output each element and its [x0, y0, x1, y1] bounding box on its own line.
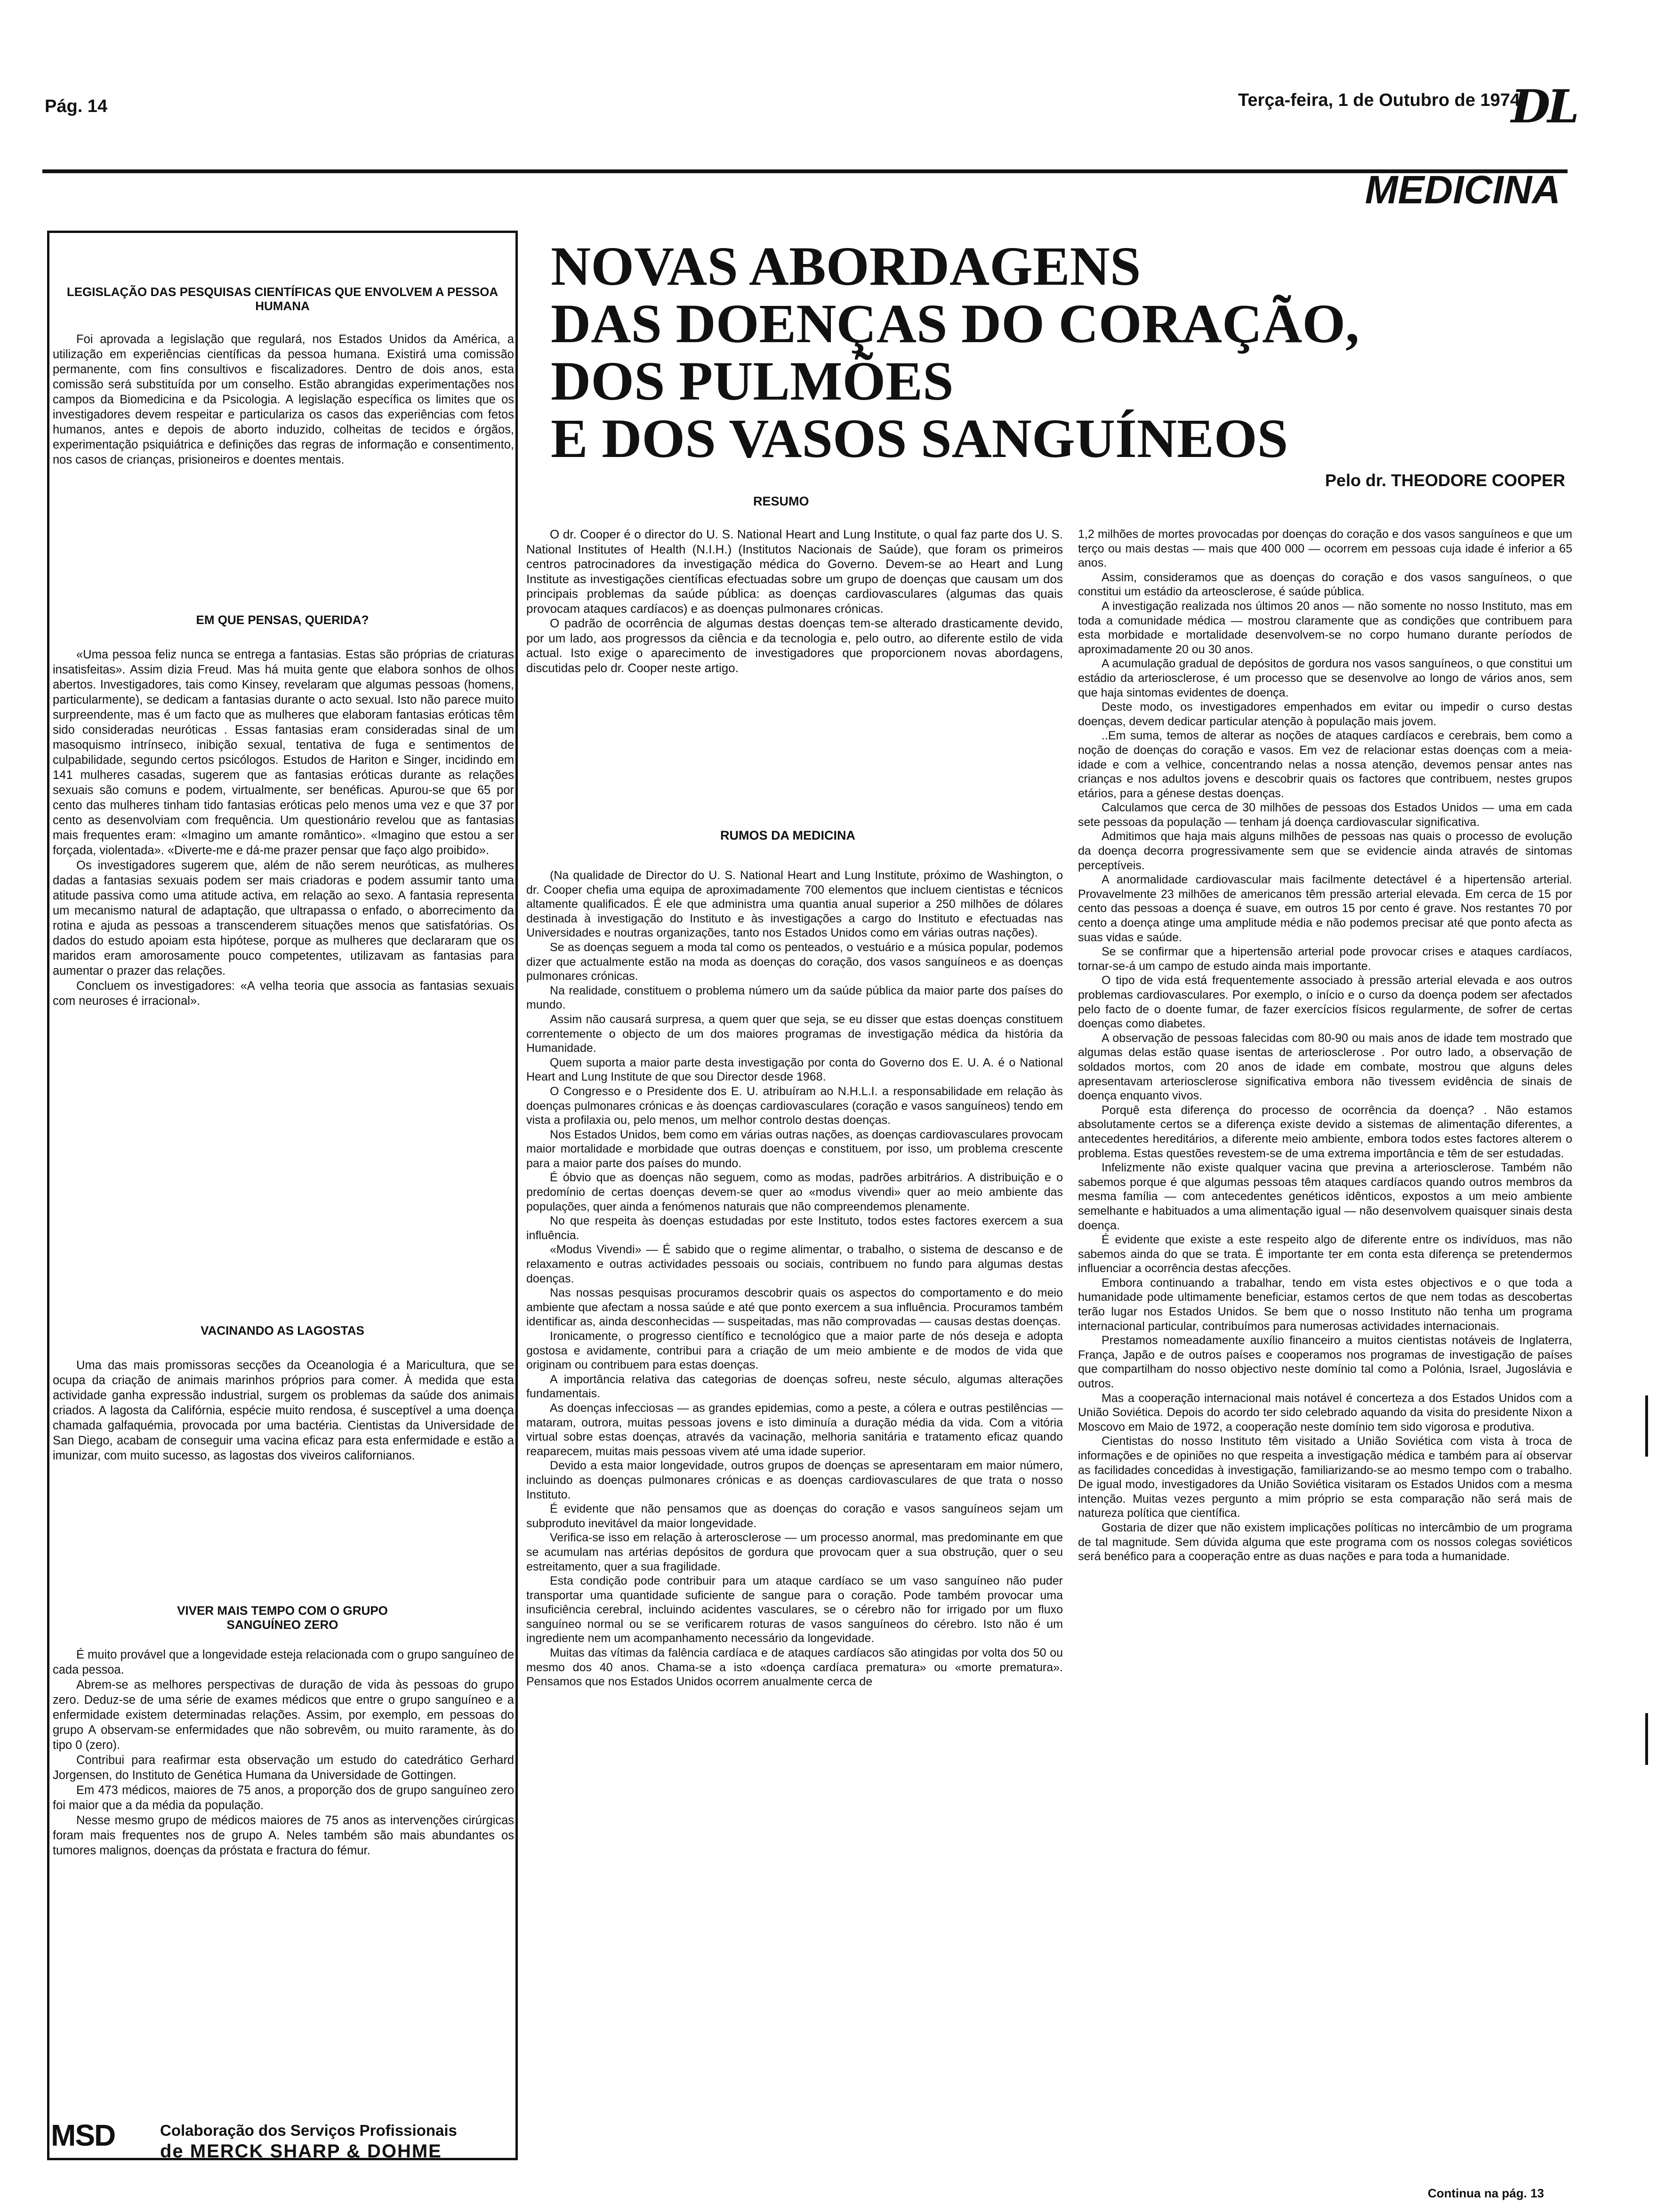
paragraph: A importância relativa das categorias de doenças sofreu, neste século, algumas alterações fundamentais.: [526, 1372, 1063, 1401]
section-title: MEDICINA: [1365, 168, 1560, 212]
paragraph: Se as doenças seguem a moda tal como os penteados, o vestuário e a música popular, podemos dizer que actualmente estão na moda as doenças do coração, dos vasos sanguíneos e as doenças pulmonares crónicas.: [526, 940, 1063, 983]
sidebar-article-title: VACINANDO AS LAGOSTAS: [201, 1323, 364, 1338]
paragraph: Quem suporta a maior parte desta investigação por conta do Governo dos E. U. A. é o National Heart and Lung Institute de que sou Director desde 1968.: [526, 1056, 1063, 1084]
paragraph: A acumulação gradual de depósitos de gordura nos vasos sanguíneos, o que constitui um estádio da arteriosclerose, é um processo que se desenvolve ao longo de vários anos, sem que haja sintomas evidentes de doença.: [1078, 657, 1572, 699]
paragraph: É evidente que não pensamos que as doenças do coração e vasos sanguíneos sejam um subproduto inevitável da maior longevidade.: [526, 1502, 1063, 1530]
paragraph: Nesse mesmo grupo de médicos maiores de 75 anos as intervenções cirúrgicas foram mais frequentes nos de grupo A. Neles também são mais abundantes os tumores malignos, doenças da próstata e fractura do fémur.: [53, 1814, 514, 1857]
headline-line: DOS PULMÕES: [551, 350, 954, 412]
paragraph: Abrem-se as melhores perspectivas de duração de vida às pessoas do grupo zero. Deduz-se de uma série de exames médicos que entre o grupo sanguíneo e a enfermidade existem determinadas relações. Assim, por exemplo, em pessoas do grupo A observam-se enfermidades que não sobrevêm, ou muito raramente, às do tipo 0 (zero).: [53, 1678, 514, 1752]
paragraph: O dr. Cooper é o director do U. S. National Heart and Lung Institute, o qual faz parte dos U. S. National Institutes of Health (N.I.H.) (Institutos Nacionais de Saúde), que foram os primeiros centros patrocinadores da investigação médica do Governo. Devem-se ao Heart and Lung Institute as investigações científicas efectuadas sobre um grupo de doenças que causam um dos principais problemas da saúde pública: as doenças cardiovasculares (algumas das quais provocam ataques cardíacos) e as doenças pulmonares crónicas.: [526, 527, 1063, 616]
paragraph: A investigação realizada nos últimos 20 anos — não somente no nosso Instituto, mas em toda a comunidade médica — mostrou claramente que as condições que contribuem para esta morbidade e mortalidade desenvolvem-se no corpo humano durante períodos de aproximadamente 20 ou 30 anos.: [1078, 599, 1572, 656]
paragraph: A observação de pessoas falecidas com 80-90 ou mais anos de idade tem mostrado que algumas delas estão quase isentas de arteriosclerose . Por outro lado, a observação de soldados mortos, com 20 anos de idade em combate, mostrou que alguns deles apresentavam arteriosclerose significativa embora não tivessem evidência de sinais de doença enquanto vivos.: [1078, 1031, 1572, 1103]
main-headline: [551, 235, 1539, 469]
paragraph: Uma das mais promissoras secções da Oceanologia é a Maricultura, que se ocupa da criação de animais marinhos próprios para comer. À medida que esta actividade ganha expressão industrial, surgem os problemas da saúde dos animais criados. A lagosta da Califórnia, espécie muito rendosa, é susceptível a uma doença chamada galfaquémia, provocada por uma bactéria. Cientistas da Universidade de San Diego, acabam de conseguir uma vacina eficaz para esta enfermidade e estão a imunizar, com muito sucesso, as lagostas dos viveiros californianos.: [53, 1359, 514, 1462]
credit-line: de MERCK SHARP & DOHME: [160, 2141, 442, 2162]
paragraph: Admitimos que haja mais alguns milhões de pessoas nas quais o processo de evolução da doença decorra progressivamente sem que se evidencie ainda através de sintomas perceptíveis.: [1078, 830, 1572, 872]
paragraph: O padrão de ocorrência de algumas destas doenças tem-se alterado drasticamente devido, por um lado, aos progressos da ciência e da tecnologia e, pelo outro, ao diferente estilo de vida actual. Isto exige o aparecimento de investigadores que proporcionem novas abordagens, discutidas pelo dr. Cooper neste artigo.: [526, 616, 1063, 675]
headline-line: NOVAS ABORDAGENS: [551, 235, 1141, 297]
headline-line: E DOS VASOS SANGUÍNEOS: [551, 408, 1288, 469]
paragraph: ..Em suma, temos de alterar as noções de ataques cardíacos e cerebrais, bem como a noção de doenças do coração e vasos. Em vez de relacionar estas doenças com a meia-idade e com a velhice, concentrando nelas a nossa atenção, devemos pensar antes nas crianças e nos adultos jovens e descobrir quais os factores que contribuem, nestes grupos etários, para a génese destas doenças.: [1078, 729, 1572, 800]
paragraph: Ironicamente, o progresso científico e tecnológico que a maior parte de nós deseja e adopta gostosa e avidamente, contribui para a criação de um meio ambiente e de modos de vida que originam ou contribuem para estas doenças.: [526, 1330, 1063, 1372]
paragraph: Se se confirmar que a hipertensão arterial pode provocar crises e ataques cardíacos, tornar-se-á um campo de estudo ainda mais importante.: [1078, 945, 1572, 973]
sidebar-box: [47, 231, 518, 2160]
paragraph: «Modus Vivendi» — É sabido que o regime alimentar, o trabalho, o sistema de descanso e de relaxamento e outras actividades pessoais ou sociais, contribuem no fundo para algumas destas doenças.: [526, 1243, 1063, 1285]
paragraph: O Congresso e o Presidente dos E. U. atribuíram ao N.H.L.I. a responsabilidade em relação às doenças pulmonares crónicas e às doenças cardiovasculares (coração e vasos sanguíneos) tendo em vista a profilaxia ou, pelo menos, um melhor controlo destas doenças.: [526, 1084, 1063, 1127]
byline: Pelo dr. THEODORE COOPER: [1325, 471, 1565, 490]
continued-note: Continua na pág. 13: [1427, 2186, 1544, 2200]
scan-mark: [1645, 1713, 1648, 1765]
paragraph: Infelizmente não existe qualquer vacina que previna a arteriosclerose. Também não sabemos porque é que algumas pessoas têm ataques cardíacos quando outros membros da mesma família — com antecedentes genéticos idênticos, expostos a um meio ambiente semelhante e habituados a uma alimentação igual — não desenvolvem quaisquer sinais desta doença.: [1078, 1161, 1572, 1232]
paragraph: Concluem os investigadores: «A velha teoria que associa as fantasias sexuais com neuroses é irracional».: [53, 979, 514, 1008]
subheading-resumo: RESUMO: [753, 494, 809, 508]
paragraph: Cientistas do nosso Instituto têm visitado a União Soviética com vista à troca de informações e de opiniões no que respeita a investigação médica e também para aí observar as facilidades concedidas à investigação, familiarizando-se ao mesmo tempo com o trabalho. De igual modo, investigadores da União Soviética visitaram os Estados Unidos com a mesma intenção. Muitas vezes pergunto a mim próprio se esta comparação não será mais de natureza política que científica.: [1078, 1435, 1572, 1520]
msd-logo: MSD: [51, 2118, 115, 2152]
sidebar-article-body: [53, 332, 514, 467]
sidebar-article-title: LEGISLAÇÃO DAS PESQUISAS CIENTÍFICAS QUE ENVOLVEM A PESSOA HUMANA: [66, 285, 499, 313]
paragraph: No que respeita às doenças estudadas por este Instituto, todos estes factores exercem a sua influência.: [526, 1214, 1063, 1242]
paragraph: Deste modo, os investigadores empenhados em evitar ou impedir o curso destas doenças, devem dedicar particular atenção à população mais jovem.: [1078, 700, 1572, 728]
paragraph: Esta condição pode contribuir para um ataque cardíaco se um vaso sanguíneo não puder transportar uma quantidade suficiente de sangue para o coração. Pode também provocar uma insuficiência cerebral, incluindo acidentes vasculares, se o cérebro não for irrigado por um fluxo sanguíneo normal ou se se verificarem roturas de vasos sanguíneos do cérebro. Isto não é um ingrediente nem um acompanhamento necessário da longevidade.: [526, 1574, 1063, 1645]
sidebar-article-title: EM QUE PENSAS, QUERIDA?: [196, 613, 369, 627]
article-column-1: [526, 868, 1063, 1689]
paragraph: Na realidade, constituem o problema número um da saúde pública da maior parte dos países do mundo.: [526, 984, 1063, 1012]
paragraph: (Na qualidade de Director do U. S. National Heart and Lung Institute, próximo de Washington, o dr. Cooper chefia uma equipa de aproximadamente 700 elementos que incluem cientistas e técnicos altamente qualificados. É ele que administra uma quantia anual superior a 250 milhões de dólares destinada à investigação do Instituto e às investigações a cargo do Instituto e efectuadas nas Universidades e noutras organizações, tanto nos Estados Unidos como em várias outras nações).: [526, 869, 1063, 940]
paragraph: A anormalidade cardiovascular mais facilmente detectável é a hipertensão arterial. Provavelmente 23 milhões de americanos têm pressão arterial elevada. Em cerca de 15 por cento das pessoas a doença é suave, em outros 15 por cento é grave. Nos restantes 70 por cento a doença atinge uma amplitude média e não podemos precisar até que ponto afecta as suas vidas e saúde.: [1078, 873, 1572, 944]
paragraph: As doenças infecciosas — as grandes epidemias, como a peste, a cólera e outras pestilências — mataram, outrora, muitas pessoas jovens e isto diminuía a duração média da vida. Com a vitória virtual sobre estas doenças, através da vacinação, melhoria sanitária e tratamento eficaz quando reaparecem, muitas mais pessoas vivem até uma idade superior.: [526, 1401, 1063, 1458]
credit-line: Colaboração dos Serviços Profissionais: [160, 2122, 457, 2139]
paragraph: É óbvio que as doenças não seguem, como as modas, padrões arbitrários. A distribuição e o predomínio de certas doenças devem-se quer ao «modus vivendi» quer ao meio ambiente das populações, quer ainda a fenómenos naturais que não compreendemos plenamente.: [526, 1171, 1063, 1213]
subheading-rumos: RUMOS DA MEDICINA: [720, 828, 855, 842]
paragraph: Verifica-se isso em relação à arteroscIerose — um processo anormal, mas predominante em que se acumulam nas artérias depósitos de gordura que provocam quer a sua obstrução, quer o seu estreitamento, quer a sua fragilidade.: [526, 1531, 1063, 1573]
sidebar-article-body: [53, 1647, 514, 1858]
paragraph: Assim, consideramos que as doenças do coração e dos vasos sanguíneos, o que constitui um estádio da arteosclerose, é saúde pública.: [1078, 570, 1572, 599]
paragraph: Porquê esta diferença do processo de ocorrência da doença? . Não estamos absolutamente certos se a diferença existe devido a sistemas de alimentação diferentes, a antecedentes hereditários, a diferente meio ambiente, embora todos estes factores alterem o problema. Estas questões revestem-se de uma extrema importância e têm de ser estudadas.: [1078, 1103, 1572, 1160]
paragraph: Foi aprovada a legislação que regulará, nos Estados Unidos da América, a utilização em experiências científicas da pessoa humana. Existirá uma comissão permanente, com fins consultivos e fiscalizadores. Dentro de dois anos, esta comissão será substituída por um conselho. Estão abrangidas experimentações nos campos da Biomedicina e da Psicologia. A legislação específica os limites que os investigadores devem respeitar e particulariza os casos das experiências com fetos humanos, antes e depois de aborto induzido, colheitas de tecidos e órgãos, experimentação psiquiátrica e definições das regras de informação e consentimento, nos casos de crianças, prisioneiros e doentes mentais.: [53, 333, 514, 466]
page-number: Pág. 14: [45, 96, 108, 116]
merck-credit: [160, 2120, 457, 2162]
sidebar-article-body: [53, 1358, 514, 1463]
paragraph: Assim não causará surpresa, a quem quer que seja, se eu disser que estas doenças constituem correntemente o objecto de um dos maiores programas de investigação médica da história da Humanidade.: [526, 1012, 1063, 1055]
paragraph: Nos Estados Unidos, bem como em várias outras nações, as doenças cardiovasculares provocam maior mortalidade e morbidade que outras doenças e constituem, por isso, um problema crescente para a maior parte dos países do mundo.: [526, 1128, 1063, 1170]
paragraph: Nas nossas pesquisas procuramos descobrir quais os aspectos do comportamento e do meio ambiente que afectam a nossa saúde e até que ponto exercem a sua influência. Procuramos também identificar as, ainda desconhecidas — suspeitadas, mas não comprovadas — causas destas doenças.: [526, 1286, 1063, 1329]
header-rule: [42, 169, 1568, 173]
paragraph: O tipo de vida está frequentemente associado à pressão arterial elevada e aos outros problemas cardiovasculares. Por exemplo, o início e o curso da doença podem ser afectados pelo facto de o doente fumar, de fazer exercícios físicos regularmente, de sofrer de certas doenças como diabetes.: [1078, 974, 1572, 1031]
newspaper-logo: DL: [1511, 80, 1577, 133]
sidebar-article-title: VIVER MAIS TEMPO COM O GRUPO SANGUÍNEO ZERO: [177, 1603, 388, 1632]
paragraph: Contribui para reafirmar esta observação um estudo do catedrático Gerhard Jorgensen, do Instituto de Genética Humana da Universidade de Gottingen.: [53, 1754, 514, 1782]
paragraph: 1,2 milhões de mortes provocadas por doenças do coração e dos vasos sanguíneos e que um terço ou mais destas — mais que 400 000 — ocorrem em pessoas cuja idade é inferior a 65 anos.: [1078, 528, 1572, 570]
article-column-2: [1078, 527, 1572, 1564]
paragraph: Prestamos nomeadamente auxílio financeiro a muitos cientistas notáveis de Inglaterra, França, Japão e de outros países e cooperamos nos programas de investigação de países que compartilham do nosso objectivo neste domínio tal como a Polónia, Israel, Jugoslávia e outros.: [1078, 1334, 1572, 1391]
paragraph: Em 473 médicos, maiores de 75 anos, a proporção dos de grupo sanguíneo zero foi maior que a da média da população.: [53, 1784, 514, 1812]
paragraph: Calculamos que cerca de 30 milhões de pessoas dos Estados Unidos — uma em cada sete pessoas da população — tenham já doença cardiovascular significativa.: [1078, 801, 1572, 829]
headline-line: DAS DOENÇAS DO CORAÇÃO,: [551, 293, 1359, 354]
paragraph: Embora continuando a trabalhar, tendo em vista estes objectivos e o que toda a humanidade pode ultimamente beneficiar, estamos certos de que nem todas as descobertas terão lugar nos Estados Unidos. Se bem que o nosso Instituto não tenha um programa internacional particular, contribuímos para numerosas actividades internacionais.: [1078, 1276, 1572, 1333]
paragraph: Devido a esta maior longevidade, outros grupos de doenças se apresentaram em maior número, incluindo as doenças pulmonares crónicas e as doenças cardiovasculares de que trata o nosso Instituto.: [526, 1459, 1063, 1501]
paragraph: Os investigadores sugerem que, além de não serem neuróticas, as mulheres dadas a fantasias sexuais podem ser mais criadoras e podem assumir tanto uma atitude passiva como uma atitude activa, em relação ao sexo. A fantasia representa um mecanismo natural de adaptação, que ultrapassa o enfado, o aborrecimento da rotina e ajuda as pessoas a transcenderem situações menos que satisfatórias. Os dados do estudo apoiam esta hipótese, porque as mulheres que declararam que os maridos eram amorosamente pouco competentes, utilizavam as fantasias para aumentar o prazer das relações.: [53, 859, 514, 978]
scan-mark: [1645, 1395, 1648, 1457]
paragraph: «Uma pessoa feliz nunca se entrega a fantasias. Estas são próprias de criaturas insatisfeitas». Assim dizia Freud. Mas há muita gente que elabora sonhos de olhos abertos. Investigadores, tais como Kinsey, revelaram que algumas pessoas (homens, particularmente), se dedicam a fantasias durante o acto sexual. Isto não parece muito surpreendente, mas é um facto que as mulheres que elaboram fantasias eróticas têm sido consideradas neuróticas . Essas fantasias eram consideradas sinal de um masoquismo intrínseco, inibição sexual, tentativa de fuga e sentimentos de culpabilidade, segundo certos psicólogos. Estudos de Hariton e Singer, incidindo em 141 mulheres casadas, sugerem que as fantasias eróticas durante as relações sexuais são comuns e podem, virtualmente, ser benéficas. Apurou-se que 65 por cento das mulheres tinham tido fantasias eróticas pelo menos uma vez e que 37 por cento as desenvolviam com frequência. Um questionário revelou que as fantasias mais frequentes eram: «Imagino um amante romântico». «Imagino que estou a ser forçada, violentada». «Diverte-me e dá-me prazer pensar que faço algo proibido».: [53, 648, 514, 857]
issue-date: Terça-feira, 1 de Outubro de 1974: [1238, 90, 1520, 110]
sidebar-article-body: [53, 647, 514, 1009]
paragraph: Mas a cooperação internacional mais notável é concerteza a dos Estados Unidos com a União Soviética. Depois do acordo ter sido celebrado aquando da visita do presidente Nixon a Moscovo em Maio de 1972, a cooperação neste domínio tem sido vigorosa e produtiva.: [1078, 1391, 1572, 1434]
resumo-text: [526, 527, 1063, 675]
paragraph: É muito provável que a longevidade esteja relacionada com o grupo sanguíneo de cada pessoa.: [53, 1648, 514, 1676]
paragraph: Gostaria de dizer que não existem implicações políticas no intercâmbio de um programa de tal magnitude. Sem dúvida alguma que este programa com os nossos colegas soviéticos será benéfico para a cooperação entre as duas nações e para toda a humanidade.: [1078, 1521, 1572, 1563]
paragraph: Muitas das vítimas da falência cardíaca e de ataques cardíacos são atingidas por volta dos 50 ou mesmo dos 40 anos. Chama-se a isto «doença cardíaca prematura» ou «morte prematura». Pensamos que nos Estados Unidos ocorrem anualmente cerca de: [526, 1646, 1063, 1689]
paragraph: É evidente que existe a este respeito algo de diferente entre os indivíduos, mas não sabemos ainda do que se trata. É importante ter em conta esta diferença se pretendermos influenciar a ocorrência destas afecções.: [1078, 1233, 1572, 1275]
